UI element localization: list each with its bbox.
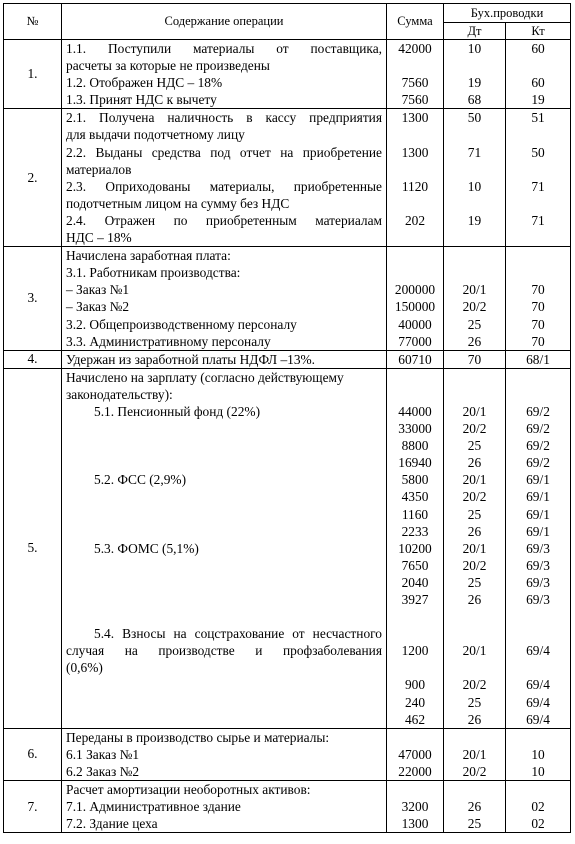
operation-line-credit (506, 386, 570, 403)
operation-line-sum: 33000 (398, 421, 432, 437)
operation-line-sum: 40000 (398, 316, 432, 332)
table-row (4, 247, 571, 351)
operation-credit-cell (506, 368, 571, 728)
operation-line-text: законодательству): (66, 386, 173, 402)
operation-line-debit: 10 (467, 178, 482, 194)
operation-line-text (62, 557, 386, 574)
operation-credit-cell (506, 109, 571, 247)
operation-line-debit: 25 (467, 506, 482, 522)
operation-number: 5. (4, 368, 62, 728)
operation-line-sum: 1300 (401, 110, 429, 126)
header-entries: Бух.проводки (444, 4, 571, 23)
operation-line-sum: 1300 (401, 144, 429, 160)
operation-line-text: – Заказ №1 (66, 282, 130, 298)
operation-line-text: 3.2. Общепроизводственному персоналу (66, 316, 297, 332)
operation-line-text: 1.2. Отображен НДС – 18% (66, 75, 223, 91)
operation-line-text: НДС – 18% (66, 230, 132, 246)
operation-line-sum (387, 126, 443, 143)
operation-line-debit: 20/2 (462, 677, 487, 693)
operation-line-sum: 1160 (401, 506, 429, 522)
operation-line-text: 5.1. Пенсионный фонд (22%) (94, 403, 261, 419)
operation-sum-cell (387, 350, 444, 368)
operation-line-debit: 26 (467, 523, 482, 539)
operation-line-debit: 20/2 (462, 489, 487, 505)
operation-line-credit: 69/2 (526, 421, 550, 437)
operation-line-text (62, 694, 386, 711)
operation-line-credit: 69/4 (526, 711, 550, 727)
operation-line-sum: 2040 (401, 574, 429, 590)
operation-line-debit: 26 (467, 711, 482, 727)
document-page (3, 3, 570, 833)
operation-line-text: Переданы в производство сырье и материалы: (66, 729, 330, 745)
operation-line-text (62, 506, 386, 523)
operation-line-debit: 10 (467, 41, 482, 56)
operation-line-debit: 25 (467, 816, 482, 832)
operation-line-credit (506, 229, 570, 246)
operation-line-debit (444, 126, 505, 143)
operation-line-text: 2.2. Выданы средства под отчет на приобретение (66, 144, 382, 160)
operation-line-text: 2.1. Получена наличность в кассу предприятия (66, 110, 382, 126)
operation-line-text (62, 676, 386, 693)
operation-line-text: Расчет амортизации необоротных активов: (66, 782, 311, 798)
operation-line-debit: 20/2 (462, 299, 487, 315)
header-sum: Сумма (387, 4, 444, 40)
operation-line-credit: 69/4 (526, 694, 550, 710)
operation-debit-cell (444, 350, 506, 368)
operation-line-sum: 1200 (401, 643, 429, 659)
operation-line-sum (387, 369, 443, 386)
operation-line-sum: 2233 (401, 523, 429, 539)
operation-line-credit (506, 126, 570, 143)
operation-line-debit: 20/1 (462, 746, 487, 762)
operation-debit-cell (444, 728, 506, 780)
operation-line-text: 2.3. Оприходованы материалы, приобретенные (66, 178, 382, 194)
operation-sum-cell (387, 247, 444, 351)
operation-line-credit (506, 161, 570, 178)
operation-line-text: Начислена заработная плата: (66, 248, 231, 264)
operation-debit-cell (444, 109, 506, 247)
operation-line-credit: 10 (531, 746, 545, 762)
table-row (4, 350, 571, 368)
operation-line-credit: 69/4 (526, 677, 550, 693)
header-kt: Кт (506, 23, 571, 40)
operation-sum-cell (387, 728, 444, 780)
operation-line-sum: 200000 (394, 282, 436, 298)
operation-line-credit: 69/1 (526, 472, 550, 488)
operation-line-text (62, 437, 386, 454)
operation-line-credit: 69/1 (526, 506, 550, 522)
operation-line-text: Удержан из заработной платы НДФЛ –13%. (66, 351, 316, 367)
operation-line-sum (387, 386, 443, 403)
operation-line-credit: 51 (531, 110, 545, 126)
operations-table (3, 3, 571, 833)
operation-number: 4. (4, 350, 62, 368)
operation-line-sum: 60710 (398, 351, 432, 367)
operation-line-text: подотчетным лицом на сумму без НДС (66, 195, 290, 211)
header-content: Содержание операции (62, 4, 387, 40)
operation-line-debit: 20/1 (462, 472, 487, 488)
operation-line-text (62, 454, 386, 471)
operation-line-sum (387, 659, 443, 676)
operation-line-debit: 25 (467, 438, 482, 454)
operation-credit-cell (506, 247, 571, 351)
operation-line-debit: 20/2 (462, 557, 487, 573)
operation-number: 3. (4, 247, 62, 351)
operation-line-text: 1.1. Поступили материалы от поставщика, (66, 41, 382, 56)
operation-line-text (62, 420, 386, 437)
operation-line-sum: 10200 (398, 540, 432, 556)
operation-line-sum (387, 729, 443, 746)
operation-line-sum: 1120 (401, 178, 429, 194)
operation-text-cell (62, 781, 387, 833)
operation-line-debit: 20/1 (462, 403, 487, 419)
operation-line-debit: 25 (467, 574, 482, 590)
operation-line-credit (506, 781, 570, 798)
operation-text-cell (62, 109, 387, 247)
operation-text-cell (62, 247, 387, 351)
operation-line-sum: 44000 (398, 403, 432, 419)
operation-line-credit: 69/2 (526, 455, 550, 471)
operation-line-credit: 71 (531, 178, 545, 194)
operation-line-debit (444, 229, 505, 246)
operation-line-sum: 16940 (398, 455, 432, 471)
operation-line-debit (444, 247, 505, 264)
operation-line-sum (387, 195, 443, 212)
operation-line-text (62, 711, 386, 728)
operation-line-sum: 3200 (401, 799, 429, 815)
operation-line-credit: 10 (531, 763, 545, 779)
operation-line-credit (506, 608, 570, 625)
operation-line-text (62, 488, 386, 505)
operation-line-sum (387, 161, 443, 178)
operation-line-sum (387, 781, 443, 798)
operation-number: 7. (4, 781, 62, 833)
operation-line-debit: 70 (467, 351, 482, 367)
operation-debit-cell (444, 781, 506, 833)
operation-debit-cell (444, 368, 506, 728)
operation-line-sum: 77000 (398, 333, 432, 349)
table-row (4, 781, 571, 833)
operation-credit-cell (506, 781, 571, 833)
operation-line-text: материалов (66, 161, 132, 177)
operation-line-debit: 19 (467, 212, 482, 228)
operation-line-text: 2.4. Отражен по приобретенным материалам (66, 212, 382, 228)
operation-line-debit: 20/2 (462, 763, 487, 779)
table-header (4, 4, 571, 40)
operation-line-debit (444, 781, 505, 798)
operation-line-text: 5.2. ФСС (2,9%) (94, 472, 187, 488)
operation-line-credit (506, 57, 570, 74)
operation-line-credit (506, 264, 570, 281)
operation-line-debit: 25 (467, 316, 482, 332)
operation-line-credit: 70 (531, 299, 545, 315)
operation-line-credit (506, 195, 570, 212)
operation-line-text (62, 523, 386, 540)
operation-line-debit (444, 369, 505, 386)
operation-line-sum: 202 (404, 212, 426, 228)
operation-line-text: 5.4. Взносы на соцстрахование от несчастного (94, 626, 382, 642)
operation-line-credit: 69/3 (526, 540, 550, 556)
operation-line-credit (506, 247, 570, 264)
operation-line-debit: 25 (467, 694, 482, 710)
operation-credit-cell (506, 728, 571, 780)
operation-number: 1. (4, 40, 62, 109)
operation-line-debit (444, 264, 505, 281)
operation-line-debit: 26 (467, 455, 482, 471)
header-no: № (4, 4, 62, 40)
operation-line-sum (387, 264, 443, 281)
operation-line-debit: 19 (467, 75, 482, 91)
operation-line-credit: 69/4 (526, 643, 550, 659)
operation-line-sum (387, 625, 443, 642)
operation-text-cell (62, 40, 387, 109)
operation-text-cell (62, 350, 387, 368)
operation-line-sum: 7560 (401, 75, 429, 91)
operation-sum-cell (387, 368, 444, 728)
operation-line-sum: 42000 (398, 41, 432, 56)
operation-debit-cell (444, 247, 506, 351)
table-row (4, 368, 571, 728)
operation-line-credit (506, 659, 570, 676)
operation-line-credit (506, 625, 570, 642)
operation-line-credit: 60 (531, 41, 545, 56)
operation-line-text: 6.2 Заказ №2 (66, 763, 140, 779)
operation-line-sum: 900 (404, 677, 426, 693)
operation-line-debit (444, 57, 505, 74)
operation-line-sum: 1300 (401, 816, 429, 832)
operation-line-text: 3.1. Работникам производства: (66, 265, 241, 281)
operation-line-credit: 70 (531, 316, 545, 332)
operation-line-credit: 19 (531, 92, 545, 108)
operation-line-credit: 68/1 (526, 351, 550, 367)
operation-sum-cell (387, 781, 444, 833)
table-body (4, 40, 571, 833)
operation-line-text: для выдачи подотчетному лицу (66, 127, 245, 143)
operation-line-text: случая на производстве и профзаболевания (66, 643, 382, 659)
operation-credit-cell (506, 40, 571, 109)
operation-line-credit: 69/1 (526, 523, 550, 539)
operation-line-text: расчеты за которые не произведены (66, 58, 270, 74)
operation-line-debit: 71 (467, 144, 482, 160)
operation-line-debit: 26 (467, 592, 482, 607)
operation-line-debit (444, 195, 505, 212)
operation-text-cell (62, 368, 387, 728)
operation-line-text (62, 608, 386, 625)
operation-line-debit (444, 729, 505, 746)
operation-line-debit: 20/1 (462, 643, 487, 659)
operation-line-text: 7.1. Административное здание (66, 799, 241, 815)
operation-line-debit (444, 608, 505, 625)
operation-number: 2. (4, 109, 62, 247)
operation-line-credit: 02 (531, 799, 545, 815)
operation-line-debit: 26 (467, 333, 482, 349)
operation-line-credit (506, 369, 570, 386)
operation-line-debit: 20/1 (462, 540, 487, 556)
operation-line-sum: 3927 (401, 592, 429, 607)
operation-line-sum: 5800 (401, 472, 429, 488)
operation-line-text: 5.3. ФОМС (5,1%) (94, 540, 199, 556)
operation-line-debit: 20/2 (462, 421, 487, 437)
operation-line-text: – Заказ №2 (66, 299, 130, 315)
operation-line-debit (444, 625, 505, 642)
operation-line-debit (444, 386, 505, 403)
operation-sum-cell (387, 109, 444, 247)
operation-line-credit: 70 (531, 282, 545, 298)
operation-line-sum: 4350 (401, 489, 429, 505)
table-row (4, 40, 571, 109)
table-row (4, 109, 571, 247)
operation-line-credit: 60 (531, 75, 545, 91)
operation-line-credit: 71 (531, 212, 545, 228)
operation-line-credit (506, 729, 570, 746)
operation-line-credit: 02 (531, 816, 545, 832)
operation-line-debit: 68 (467, 92, 482, 108)
operation-line-debit: 20/1 (462, 282, 487, 298)
operation-line-debit: 26 (467, 799, 482, 815)
operation-line-debit (444, 659, 505, 676)
operation-line-sum: 7560 (401, 92, 429, 108)
operation-line-text (62, 574, 386, 591)
operation-line-sum: 240 (404, 694, 426, 710)
operation-line-credit: 69/2 (526, 403, 550, 419)
operation-line-text: 7.2. Здание цеха (66, 816, 158, 832)
operation-line-sum: 7650 (401, 557, 429, 573)
operation-line-debit: 50 (467, 110, 482, 126)
operation-text-cell (62, 728, 387, 780)
operation-line-credit: 69/2 (526, 438, 550, 454)
operation-line-sum (387, 57, 443, 74)
operation-line-credit: 50 (531, 144, 545, 160)
operation-line-credit: 70 (531, 333, 545, 349)
operation-line-text: (0,6%) (66, 660, 103, 676)
operation-number: 6. (4, 728, 62, 780)
operation-line-sum (387, 229, 443, 246)
header-dt: Дт (444, 23, 506, 40)
operation-line-sum (387, 247, 443, 264)
operation-line-sum: 8800 (401, 438, 429, 454)
operation-line-text (62, 591, 386, 608)
operation-line-sum: 47000 (398, 746, 432, 762)
table-row (4, 728, 571, 780)
operation-line-text: Начислено на зарплату (согласно действующему (66, 369, 344, 385)
operation-line-credit: 69/1 (526, 489, 550, 505)
operation-line-sum: 462 (404, 711, 426, 727)
operation-line-sum (387, 608, 443, 625)
operation-line-text: 6.1 Заказ №1 (66, 746, 140, 762)
operation-sum-cell (387, 40, 444, 109)
operation-line-credit: 69/3 (526, 574, 550, 590)
operation-credit-cell (506, 350, 571, 368)
operation-line-text: 3.3. Административному персоналу (66, 333, 271, 349)
operation-line-credit: 69/3 (526, 592, 550, 607)
operation-line-sum: 150000 (394, 299, 436, 315)
operation-line-sum: 22000 (398, 763, 432, 779)
operation-line-credit: 69/3 (526, 557, 550, 573)
operation-debit-cell (444, 40, 506, 109)
operation-line-text: 1.3. Принят НДС к вычету (66, 92, 217, 108)
operation-line-debit (444, 161, 505, 178)
